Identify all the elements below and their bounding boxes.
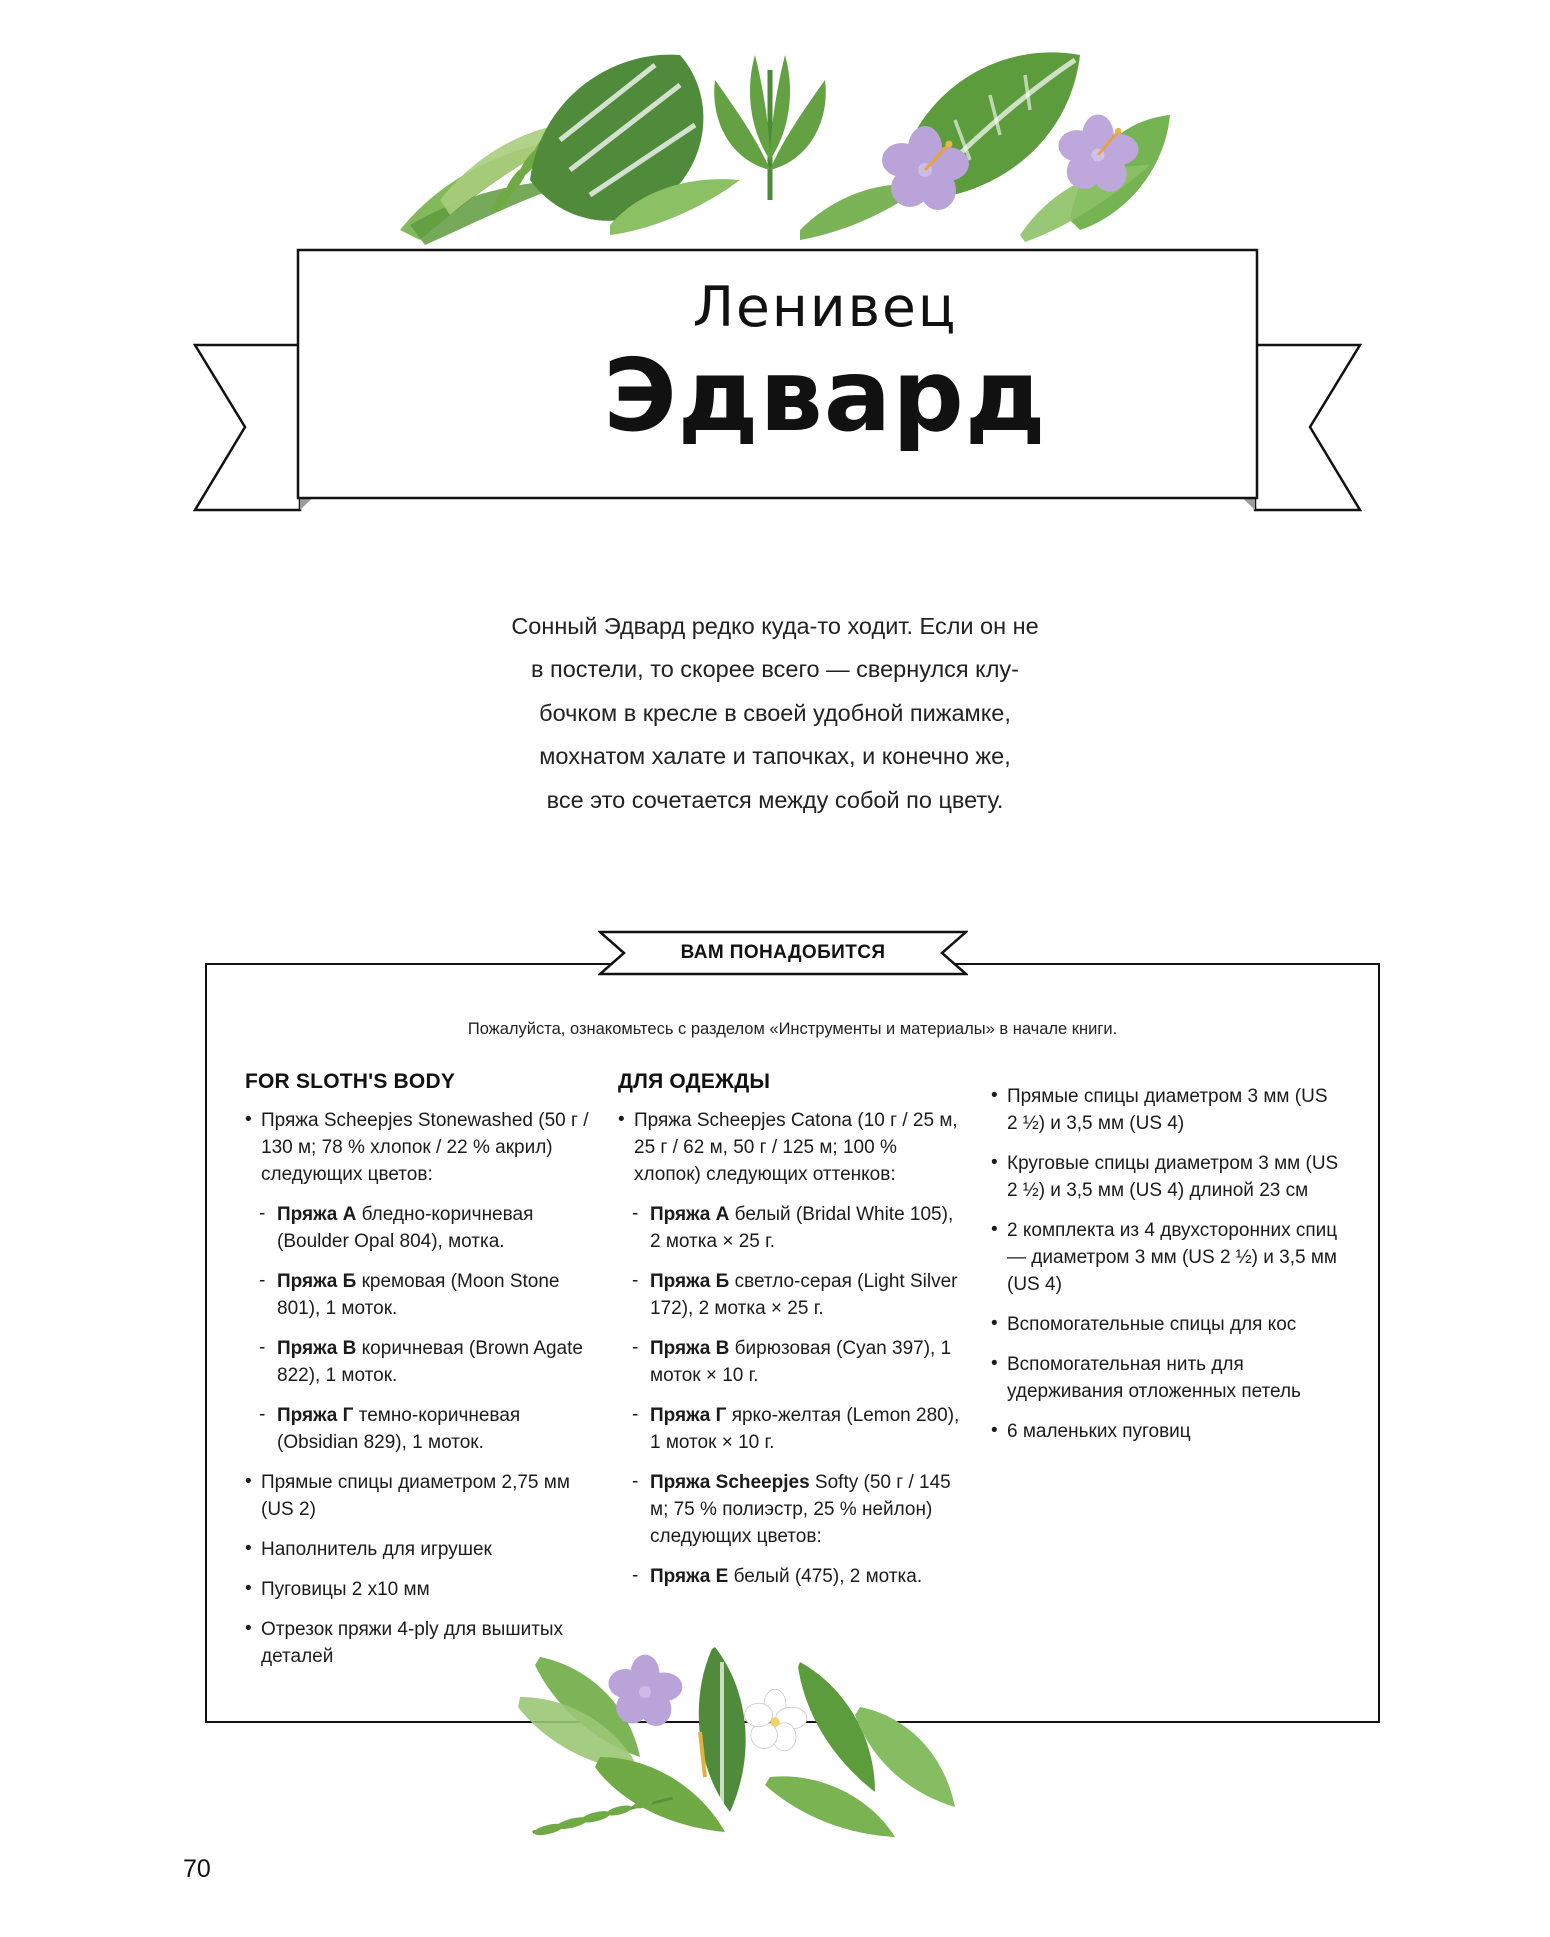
intro-line: бочком в кресле в своей удобной пижамке, — [539, 699, 1011, 726]
item-text: бледно-коричневая (Boulder Opal 804), мотка. — [277, 1203, 534, 1252]
intro-line: Сонный Эдвард редко куда-то ходит. Если он не — [511, 613, 1039, 639]
materials-column-body — [245, 1070, 594, 1683]
tropical-foliage-top-decoration — [380, 30, 1180, 270]
list-item — [257, 1269, 594, 1323]
materials-columns — [205, 1070, 1380, 1683]
materials-header-label: ВАМ ПОНАДОБИТСЯ — [680, 942, 886, 963]
list-item — [630, 1202, 967, 1256]
item-label: Пряжа Б — [277, 1270, 357, 1292]
item-text: бирюзовая (Cyan 397), 1 моток × 10 г. — [650, 1337, 952, 1386]
materials-column-tools — [991, 1070, 1340, 1683]
item-text: Пряжа Scheepjes Catona (10 г / 25 м, 25 г / 62 м, 50 г / 125 м; 100 % хлопок) следующих оттенков: — [634, 1110, 958, 1185]
list-item — [245, 1108, 594, 1189]
item-text: Прямые спицы диаметром 2,75 мм (US 2) — [261, 1471, 570, 1520]
column-heading: FOR SLOTH'S BODY — [245, 1070, 456, 1093]
item-text: кремовая (Moon Stone 801), 1 моток. — [277, 1270, 560, 1319]
item-text: ярко-желтая (Lemon 280), 1 моток × 10 г. — [650, 1404, 960, 1453]
item-label: Пряжа Г — [650, 1404, 727, 1426]
banner-text-block — [525, 275, 1125, 454]
list-item — [991, 1151, 1340, 1205]
item-text: Вспомогательная нить для удерживания отложенных петель — [1007, 1353, 1301, 1402]
materials-list — [991, 1084, 1340, 1446]
item-text: белый (Bridal White 105), 2 мотка × 25 г. — [650, 1203, 954, 1252]
item-label: Пряжа В — [277, 1337, 357, 1359]
item-text: Softy (50 г / 145 м; 75 % полиэстр, 25 % нейлон) следующих цветов: — [650, 1471, 951, 1547]
banner-subtitle: Ленивец — [692, 275, 958, 339]
list-item — [245, 1617, 594, 1671]
materials-list — [618, 1108, 967, 1591]
list-item — [630, 1470, 967, 1551]
list-item — [630, 1564, 967, 1591]
item-text: Отрезок пряжи 4-ply для вышитых деталей — [261, 1618, 564, 1667]
list-item — [991, 1084, 1340, 1138]
list-item — [991, 1312, 1340, 1339]
materials-header-tab — [598, 930, 968, 976]
list-item — [245, 1577, 594, 1604]
item-text: белый (475), 2 мотка. — [728, 1565, 923, 1587]
materials-note: Пожалуйста, ознакомьтесь с разделом «Инструменты и материалы» в начале книги. — [467, 1020, 1118, 1038]
intro-line: в постели, то скорее всего — свернулся клу- — [530, 656, 1020, 683]
item-text: коричневая (Brown Agate 822), 1 моток. — [277, 1337, 583, 1386]
item-text: 6 маленьких пуговиц — [1007, 1420, 1191, 1442]
item-text: Вспомогательные спицы для кос — [1007, 1313, 1297, 1335]
item-label: Пряжа Е — [650, 1565, 729, 1587]
item-text: темно-коричневая (Obsidian 829), 1 моток. — [277, 1404, 521, 1453]
item-text: Пуговицы 2 х10 мм — [261, 1578, 430, 1600]
list-item — [618, 1108, 967, 1189]
item-text: Пряжа Scheepjes Stonewashed (50 г / 130 м; 78 % хлопок / 22 % акрил) следующих цветов: — [261, 1110, 589, 1185]
item-label: Пряжа А — [650, 1203, 730, 1225]
column-heading: ДЛЯ ОДЕЖДЫ — [618, 1070, 771, 1093]
item-label: Пряжа Г — [277, 1404, 354, 1426]
intro-line: все это сочетается между собой по цвету. — [546, 786, 1004, 813]
item-text: Прямые спицы диаметром 3 мм (US 2 ½) и 3,5 мм (US 4) — [1007, 1086, 1328, 1134]
materials-list — [245, 1108, 594, 1670]
intro-paragraph — [390, 605, 1160, 822]
item-label: Пряжа Scheepjes — [650, 1471, 810, 1493]
title-ribbon-banner — [185, 245, 1370, 585]
item-text: 2 комплекта из 4 двухсторонних спиц — диаметром 3 мм (US 2 ½) и 3,5 мм (US 4) — [1007, 1219, 1338, 1295]
item-label: Пряжа А — [277, 1203, 357, 1225]
page-number: 70 — [183, 1855, 211, 1883]
list-item — [257, 1202, 594, 1256]
list-item — [630, 1403, 967, 1457]
list-item — [630, 1336, 967, 1390]
item-text: светло-серая (Light Silver 172), 2 мотка × 25 г. — [650, 1270, 958, 1319]
list-item — [257, 1336, 594, 1390]
list-item — [991, 1419, 1340, 1446]
list-item — [991, 1218, 1340, 1299]
list-item — [991, 1352, 1340, 1406]
list-item — [245, 1537, 594, 1564]
banner-title: Эдвард — [603, 337, 1047, 454]
list-item — [630, 1269, 967, 1323]
item-label: Пряжа В — [650, 1337, 730, 1359]
list-item — [257, 1403, 594, 1457]
list-item — [245, 1470, 594, 1524]
materials-column-clothes — [618, 1070, 967, 1683]
item-text: Наполнитель для игрушек — [261, 1538, 492, 1560]
item-text: Круговые спицы диаметром 3 мм (US 2 ½) и 3,5 мм (US 4) длиной 23 см — [1007, 1152, 1339, 1201]
intro-line: мохнатом халате и тапочках, и конечно же, — [539, 743, 1011, 770]
item-label: Пряжа Б — [650, 1270, 730, 1292]
